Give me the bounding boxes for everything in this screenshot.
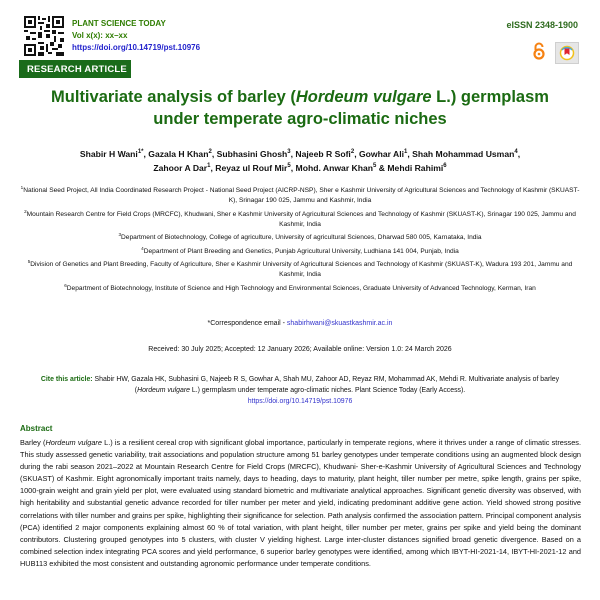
article-dates: Received: 30 July 2025; Accepted: 12 January 2026; Available online: Version 1.0: 24 March 2026 xyxy=(148,346,452,353)
qr-code-icon xyxy=(24,16,64,56)
author: Najeeb R Sofi xyxy=(295,149,351,159)
eissn: eISSN 2348-1900 xyxy=(506,20,578,30)
affiliation: $^1$National Seed Project, All India Coordinated Research Project - National Seed Project (AICRP-NSP), Sher e Kashmir University of Agricultural Sciences and Technology of Kashmir (SKUAST-K), Srinagar 190 025, Jammu and Kashmir, India xyxy=(20,184,580,204)
abstract-text: Barley (Hordeum vulgare L.) is a resilient cereal crop with significant global importance, particularly in temperate regions, where it thrives under a range of climatic stresses. This study assessed genetic variability, trait associations and population structure among 51 barley genotypes under temperate conditions using an augmented block design during the rabi season 2021–2022 at Mountain Research Centre for Field Crops (MRCFC), Khudwani- Sher-e-Kashmir University of Agricultural Sciences and Technology (SKUAST) of Kashmir. Eight agronomically important traits namely, days to heading, days to maturity, plant height, tiller number per metre, spike length, grains per spike, 1000-grain weight and grain yield per plot, were evaluated using standard biometric and multivariate analytical approaches. Significant genetic diversity was observed, with high heritability and substantial genetic advance recorded for tiller number per meter and yield, indicating predominant additive gene action. Yield showed strong positive correlations with tiller number and grains per spike, highlighting their significance for selection. Path analysis confirmed the association pattern. Principal component analysis (PCA) identified 2 major components explaining almost 60 % of total variation, with plant height, tiller number per meter, grains per spike and yield being the dominant contributors. Clustering grouped genotypes into 5 clusters, with cluster V yielding highest. Large inter-cluster distances signified broad genetic divergence. Based on a combined selection index integrating PCA scores and yield performance, 6 superior barley genotypes were identified, among which IBYT-HI-2021-14, IBYT-HI-2021-12 and HUB113 exhibited the most consistent and outstanding agronomic performance under temperate conditions. xyxy=(20,438,581,568)
correspondence: *Correspondence email - shabirhwani@skuastkashmir.ac.in xyxy=(207,320,393,327)
affiliation: $^3$Department of Biotechnology, College of agriculture, University of agricultural Sciences, Dharwad 580 005, Karnataka, India xyxy=(118,231,482,241)
open-access-icon[interactable] xyxy=(532,42,546,60)
affiliation: $^5$Division of Genetics and Plant Breeding, Faculty of Agriculture, Sher e Kashmir University of Agricultural Sciences and Technology of Kashmir (SKUAST-K), Wadura 193 201, Jammu and Kashmir, India xyxy=(27,258,573,278)
author-list: Shabir H Wani$^{1*}$, Gazala H Khan$^2$, Subhasini Ghosh$^3$, Najeeb R Sofi$^2$, Gowhar Ali$^1$, Shah Mohammad Usman$^4$, Zahoor A Dar$^1$, Reyaz ul Rouf Mir$^5$, Mohd. Anwar Khan$^5$ & Mehdi Rahimi$^6$ xyxy=(79,149,521,173)
journal-name: PLANT SCIENCE TODAY xyxy=(72,19,166,28)
author: Zahoor A Dar xyxy=(153,163,208,173)
affiliation: $^6$Department of Biotechnology, Institute of Science and High Technology and Environmental Sciences, Graduate University of Advanced Technology, Kerman, Iran xyxy=(64,282,536,292)
affiliation: $^2$Mountain Research Centre for Field Crops (MRCFC), Khudwani, Sher e Kashmir University of Agricultural Sciences and Technology of Kashmir (SKUAST-K), Srinagar 190 025, Jammu and Kashmir, India xyxy=(24,208,576,228)
author: Reyaz ul Rouf Mir xyxy=(215,163,288,173)
journal-doi-link[interactable]: https://doi.org/10.14719/pst.10976 xyxy=(72,43,201,52)
author: Mohd. Anwar Khan xyxy=(295,163,374,173)
citation-doi-link[interactable]: https://doi.org/10.14719/pst.10976 xyxy=(247,398,353,405)
author: Mehdi Rahimi xyxy=(387,163,444,173)
citation: Cite this article: Shabir HW, Gazala HK, Subhasini G, Najeeb R S, Gowhar A, Shah MU, Zahoor AD, Reyaz RM, Mohammad AK, Mehdi R. Multivariate analysis of barley (Hordeum vulgare L.) germplasm under temperate agro-climatic niches. Plant Science Today (Early Access). https://doi.org/10.14719/pst.10976 xyxy=(40,376,560,405)
abstract-heading: Abstract xyxy=(20,424,53,433)
article-title: Multivariate analysis of barley (Hordeum vulgare L.) germplasm under temperate agro-climatic niches xyxy=(51,88,549,128)
author: Subhasini Ghosh xyxy=(216,149,288,159)
author: Gowhar Ali xyxy=(358,149,405,159)
author: Shabir H Wani xyxy=(79,149,138,159)
affiliations xyxy=(20,186,580,297)
journal-volume: Vol x(x): xx–xx xyxy=(72,31,128,40)
author: Shah Mohammad Usman xyxy=(412,149,515,159)
correspondence-email-link[interactable]: shabirhwani@skuastkashmir.ac.in xyxy=(286,320,393,327)
article-type-badge: RESEARCH ARTICLE xyxy=(19,60,131,78)
author: Gazala H Khan xyxy=(148,149,209,159)
citation-label: Cite this article: xyxy=(40,376,93,383)
affiliation: $^4$Department of Plant Breeding and Genetics, Punjab Agricultural University, Ludhiana 141 004, Punjab, India xyxy=(141,245,459,255)
journal-info xyxy=(72,18,200,54)
crossmark-icon[interactable] xyxy=(555,42,579,64)
